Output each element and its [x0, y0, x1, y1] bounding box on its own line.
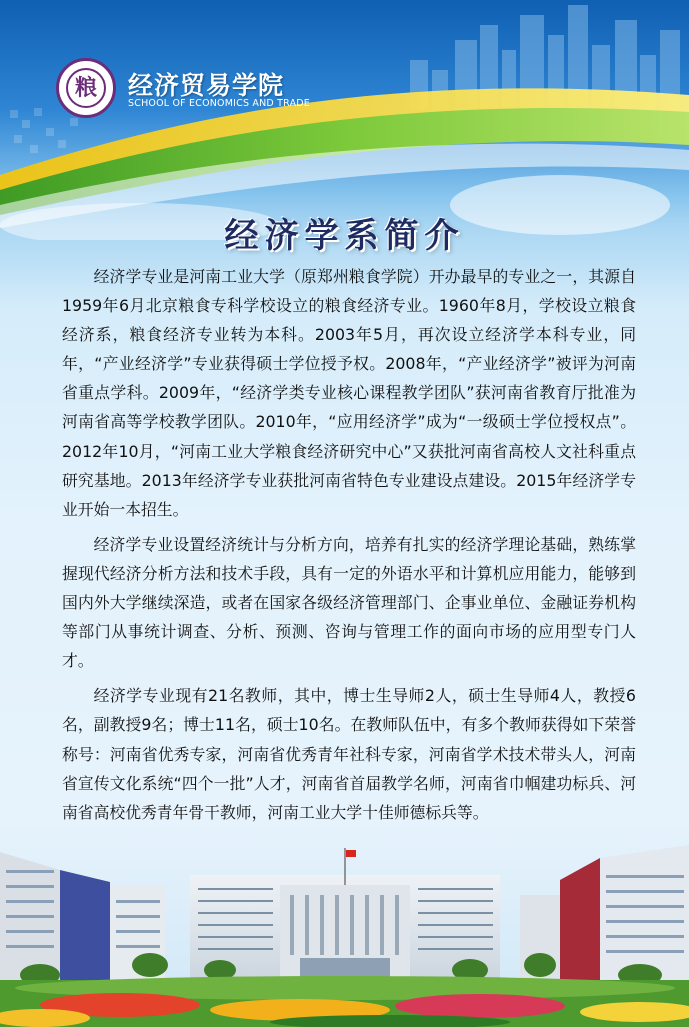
flag-icon [346, 850, 356, 857]
seal-glyph: 粮 [74, 75, 97, 101]
paragraph-faculty: 经济学专业现有21名教师，其中，博士生导师2人，硕士生导师4人，教授6名，副教授9名；博士11名，硕士10名。在教师队伍中，有多个教师获得如下荣誉称号：河南省优秀专家，河南省优秀青年社科专家，河南省学术技术带头人，河南省宣传文化系统“四个一批”人才，河南省首届教学名师，河南省巾帼建功标兵、河南省高校优秀青年骨干教师，河南工业大学十佳师德标兵等。 [62, 686, 636, 822]
page-title: 经济学系简介 [224, 216, 465, 256]
header-background [0, 0, 689, 240]
header-banner [0, 0, 689, 240]
introduction-body [62, 262, 636, 833]
paragraph-training-goals: 经济学专业设置经济统计与分析方向，培养有扎实的经济学理论基础，熟练掌握现代经济分析方法和技术手段，具有一定的外语水平和计算机应用能力，能够到国内外大学继续深造，或者在国家各级经济管理部门、企事业单位、金融证券机构等部门从事统计调查、分析、预测、咨询与管理工作的面向市场的应用型专门人才。 [62, 534, 636, 671]
campus-buildings-footer [0, 840, 689, 1027]
campus-illustration [0, 840, 689, 1027]
university-seal-logo [56, 58, 116, 118]
paragraph-history: 经济学专业是河南工业大学（原郑州粮食学院）开办最早的专业之一，其源自1959年6月北京粮食专科学校设立的粮食经济专业。1960年8月，学校设立粮食经济系，粮食经济专业转为本科。2003年5月，再次设立经济学本科专业，同年，“产业经济学”专业获得硕士学位授予权。2008年，“产业经济学”被评为河南省重点学科。2009年，“经济学类专业核心课程教学团队”获河南省教育厅批准为河南省高等学校教学团队。2010年，“应用经济学”成为“一级硕士学位授权点”。2012年10月，“河南工业大学粮食经济研究中心”又获批河南省高校人文社科重点研究基地。2013年经济学专业获批河南省特色专业建设点建设。2015年经济学专业开始一本招生。 [62, 267, 636, 519]
college-name-cn: 经济贸易学院 [128, 71, 285, 100]
college-name-en: SCHOOL OF ECONOMICS AND TRADE [128, 98, 310, 109]
